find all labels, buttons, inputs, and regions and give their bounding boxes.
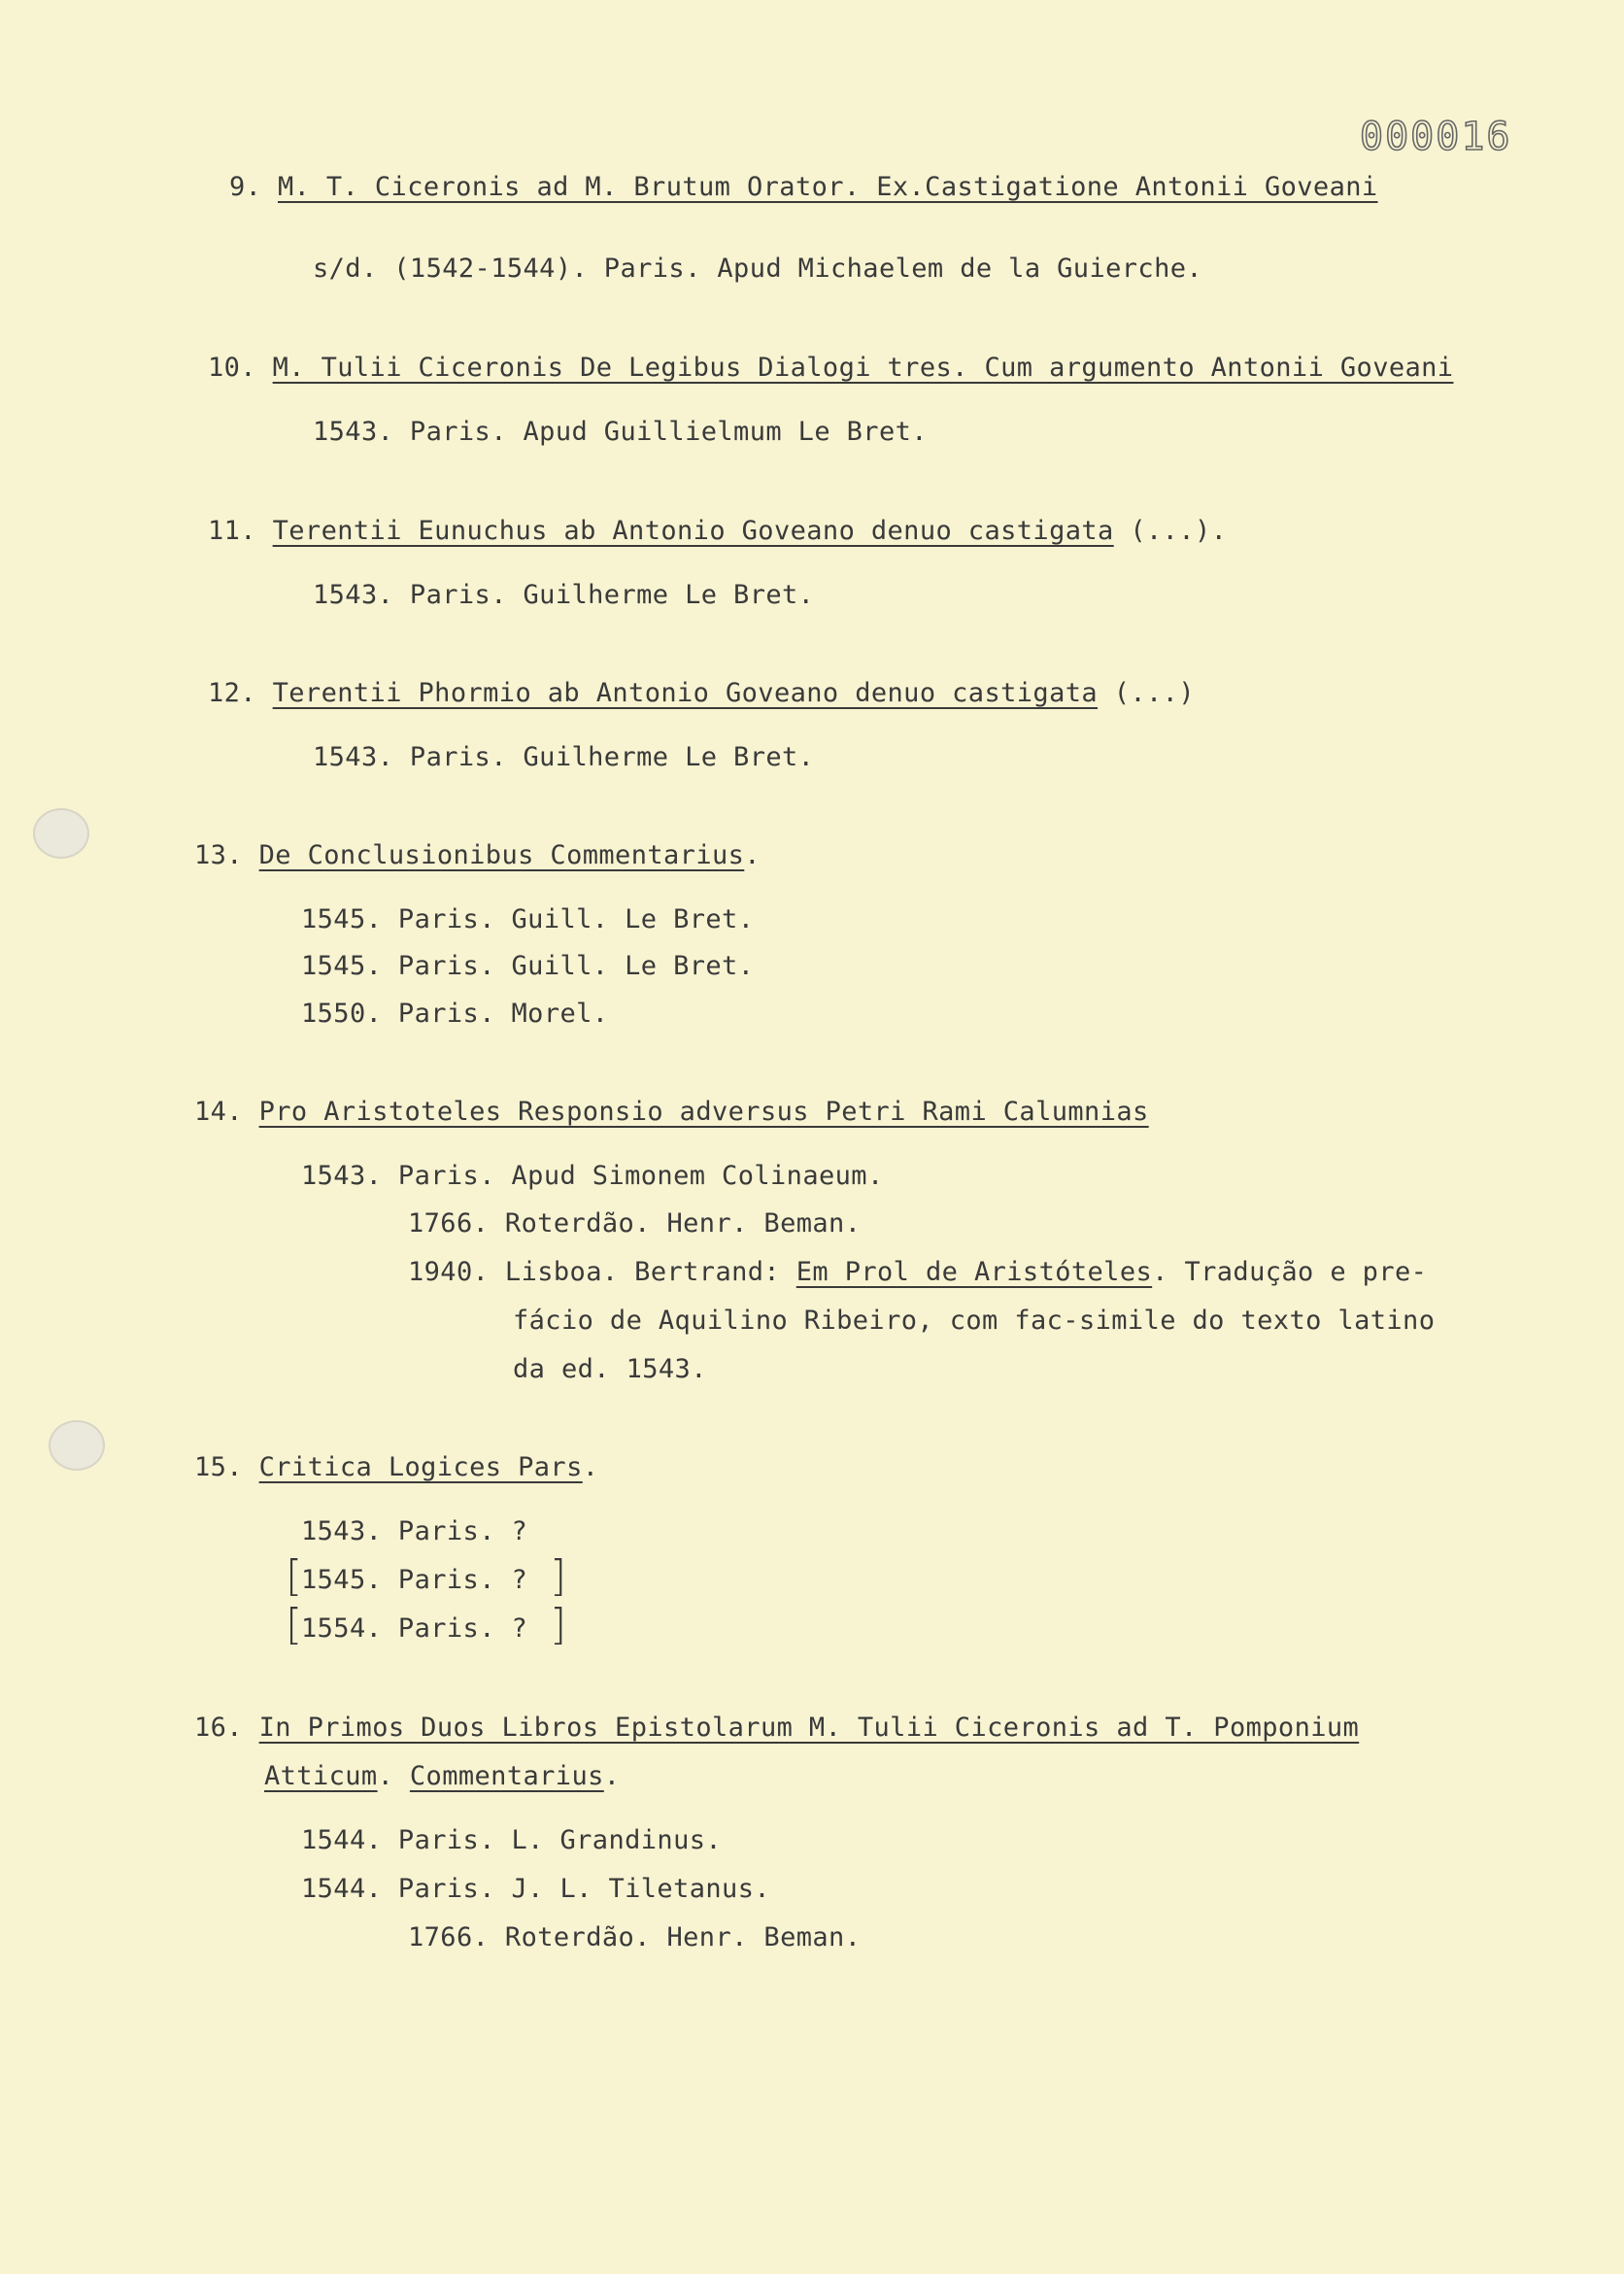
punch-hole <box>49 1420 105 1471</box>
entry-10-heading: 10. M. Tulii Ciceronis De Legibus Dialogi tres. Cum argumento Antonii Goveani <box>208 353 1454 383</box>
entry-13-edition: 1545. Paris. Guill. Le Bret. <box>301 904 755 934</box>
bracket-open: [ <box>286 1600 303 1649</box>
entry-16-edition: 1544. Paris. J. L. Tiletanus. <box>301 1874 771 1904</box>
page-number-stamp: 000016 <box>1360 115 1512 159</box>
entry-14-edition: 1543. Paris. Apud Simonem Colinaeum. <box>301 1161 884 1191</box>
bracket-close: ] <box>550 1551 567 1601</box>
entry-16-edition: 1766. Roterdão. Henr. Beman. <box>408 1922 862 1952</box>
entry-13-edition: 1550. Paris. Morel. <box>301 999 609 1029</box>
entry-9-edition: s/d. (1542-1544). Paris. Apud Michaelem de la Guierche. <box>313 254 1203 284</box>
entry-13-heading: 13. De Conclusionibus Commentarius. <box>194 840 761 870</box>
entry-12-heading: 12. Terentii Phormio ab Antonio Goveano denuo castigata (...) <box>208 678 1195 708</box>
entry-14-edition-note: fácio de Aquilino Ribeiro, com fac-simile do texto latino <box>513 1306 1436 1336</box>
entry-13-edition: 1545. Paris. Guill. Le Bret. <box>301 951 755 981</box>
bracket-open: [ <box>286 1551 303 1601</box>
entry-10-edition: 1543. Paris. Apud Guillielmum Le Bret. <box>313 417 928 447</box>
entry-14-edition: 1766. Roterdão. Henr. Beman. <box>408 1208 862 1239</box>
bracket-close: ] <box>550 1600 567 1649</box>
entry-14-edition: 1940. Lisboa. Bertrand: Em Prol de Aristóteles. Tradução e pre- <box>408 1257 1428 1287</box>
entry-11-edition: 1543. Paris. Guilherme Le Bret. <box>313 580 815 610</box>
entry-12-edition: 1543. Paris. Guilherme Le Bret. <box>313 742 815 772</box>
entry-16-heading: 16. In Primos Duos Libros Epistolarum M. Tulii Ciceronis ad T. Pomponium <box>194 1713 1360 1743</box>
entry-16-edition: 1544. Paris. L. Grandinus. <box>301 1825 723 1855</box>
entry-11-heading: 11. Terentii Eunuchus ab Antonio Goveano denuo castigata (...). <box>208 516 1228 546</box>
entry-14-edition-note: da ed. 1543. <box>513 1354 707 1384</box>
entry-9-heading: 9. M. T. Ciceronis ad M. Brutum Orator. Ex.Castigatione Antonii Goveani <box>229 172 1378 202</box>
entry-16-heading-cont: Atticum. Commentarius. <box>264 1761 621 1791</box>
entry-15-heading: 15. Critica Logices Pars. <box>194 1452 599 1482</box>
entry-14-heading: 14. Pro Aristoteles Responsio adversus Petri Rami Calumnias <box>194 1097 1149 1127</box>
entry-15-edition: 1554. Paris. ? <box>301 1613 528 1644</box>
entry-15-edition: 1545. Paris. ? <box>301 1565 528 1595</box>
entry-15-edition: 1543. Paris. ? <box>301 1516 528 1546</box>
punch-hole <box>33 808 89 859</box>
